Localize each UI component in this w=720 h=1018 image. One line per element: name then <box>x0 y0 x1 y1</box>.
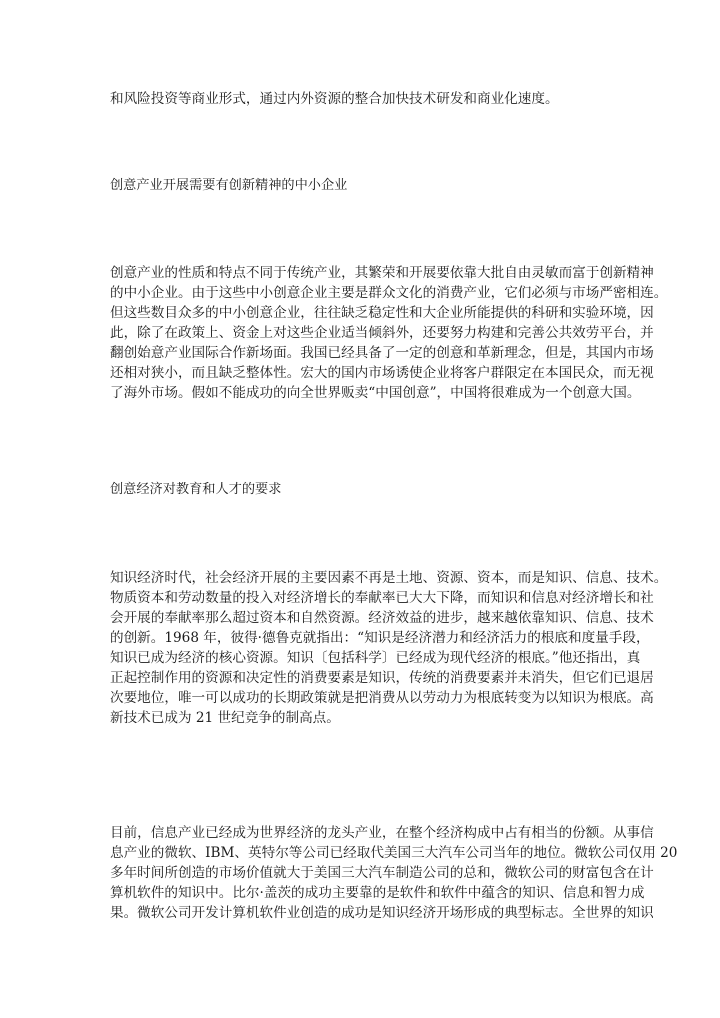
paragraph-line: 了海外市场。假如不能成功的向全世界贩卖“中国创意”，中国将很难成为一个创意大国。 <box>110 385 641 401</box>
paragraph-line: 正起控制作用的资源和决定性的消费要素是知识，传统的消费要素并未消失，但它们已退居 <box>110 670 654 686</box>
paragraph-line: 的中小企业。由于这些中小创意企业主要是群众文化的消费产业，它们必须与市场严密相连。 <box>110 285 668 301</box>
paragraph-line: 此，除了在政策上、资金上对这些企业适当倾斜外，还要努力构建和完善公共效劳平台，并 <box>110 325 654 341</box>
paragraph-line: 创意产业的性质和特点不同于传统产业，其繁荣和开展要依靠大批自由灵敏而富于创新精神 <box>110 265 654 281</box>
paragraph-line: 还相对狭小，而且缺乏整体性。宏大的国内市场诱使企业将客户群限定在本国民众，而无视 <box>110 365 654 381</box>
paragraph-line: 的创新。1968 年，彼得·德鲁克就指出：“知识是经济潜力和经济活力的根底和度量手段， <box>110 630 650 646</box>
paragraph-education <box>110 568 668 728</box>
paragraph-line: 次要地位，唯一可以成功的长期政策就是把消费从以劳动力为根底转变为以知识为根底。高 <box>110 690 654 706</box>
paragraph-line: 知识经济时代，社会经济开展的主要因素不再是土地、资源、资本，而是知识、信息、技术。 <box>110 570 668 586</box>
paragraph-line: 但这些数目众多的中小创意企业，往往缺乏稳定性和大企业所能提供的科研和实验环境，因 <box>110 305 654 321</box>
paragraph-line: 和风险投资等商业形式，通过内外资源的整合加快技术研发和商业化速度。 <box>110 91 559 107</box>
paragraph-line: 会开展的奉献率那么超过资本和自然资源。经济效益的进步，越来越依靠知识、信息、技术 <box>110 610 654 626</box>
paragraph-line: 目前，信息产业已经成为世界经济的龙头产业，在整个经济构成中占有相当的份额。从事信 <box>110 825 654 841</box>
paragraph-line: 息产业的微软、IBM、英特尔等公司已经取代美国三大汽车公司当年的地位。微软公司仅用 20 <box>110 845 678 861</box>
section-heading-sme <box>110 176 610 196</box>
paragraph-sme <box>110 263 668 403</box>
paragraph-line: 翻创始意产业国际合作新场面。我国已经具备了一定的创意和革新理念，但是，其国内市场 <box>110 345 654 361</box>
section-heading: 创意产业开展需要有创新精神的中小企业 <box>110 178 348 193</box>
paragraph-line: 果。微软公司开发计算机软件业创造的成功是知识经济开场形成的典型标志。全世界的知识 <box>110 905 654 921</box>
paragraph-line: 物质资本和劳动数量的投入对经济增长的奉献率已大大下降，而知识和信息对经济增长和社 <box>110 590 654 606</box>
paragraph-line: 新技术已成为 21 世纪竞争的制高点。 <box>110 710 340 726</box>
paragraph-line: 多年时间所创造的市场价值就大于美国三大汽车制造公司的总和，微软公司的财富包含在计 <box>110 865 654 881</box>
section-heading-education <box>110 480 610 500</box>
section-heading: 创意经济对教育和人才的要求 <box>110 482 282 497</box>
paragraph-line: 算机软件的知识中。比尔·盖茨的成功主要靠的是软件和软件中蕴含的知识、信息和智力成 <box>110 885 645 901</box>
paragraph-line: 知识已成为经济的核心资源。知识〔包括科学〕已经成为现代经济的根底。”他还指出，真 <box>110 650 641 666</box>
intro-paragraph <box>110 89 610 109</box>
paragraph-information-industry <box>110 823 678 923</box>
